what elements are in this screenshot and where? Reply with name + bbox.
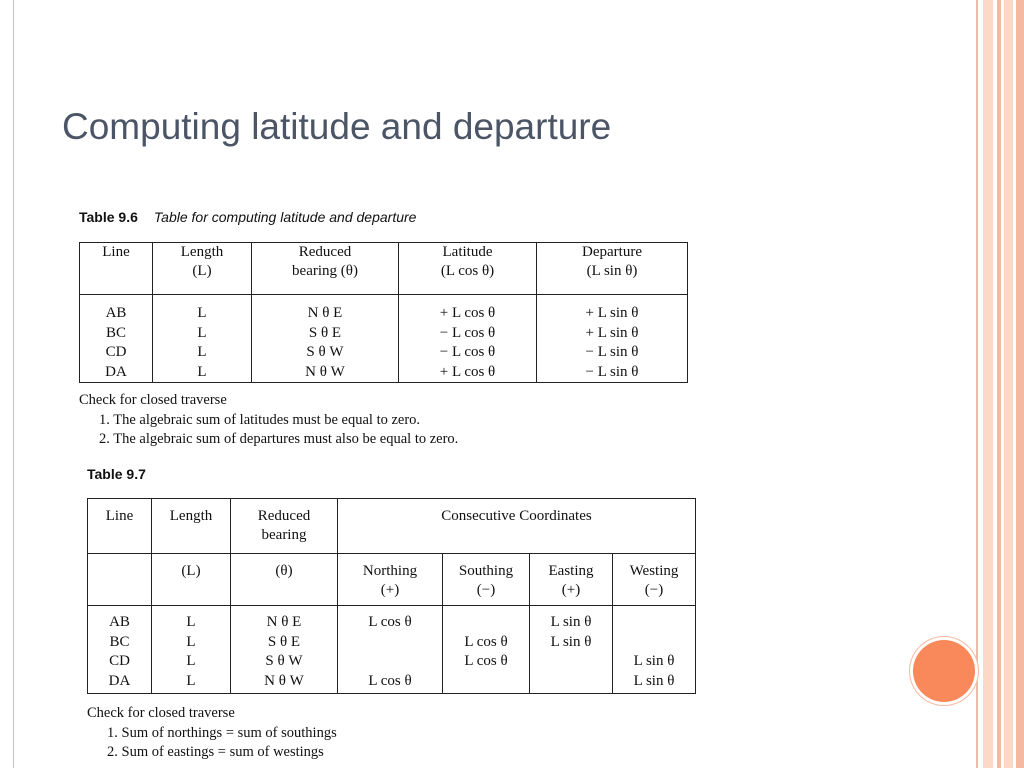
table2-check-1: 1. Sum of northings = sum of southings	[107, 724, 337, 741]
table2-header-line: Line	[88, 499, 152, 554]
table1-caption-text: Table for computing latitude and departure	[153, 209, 417, 225]
table2-header-easting: Easting (+)	[530, 554, 613, 606]
table2-header-length-sym: (L)	[152, 554, 231, 606]
table1-caption	[79, 209, 416, 225]
table1-header-latitude: Latitude (L cos θ)	[399, 243, 537, 295]
table1-col-bearing: N θ E S θ E S θ W N θ W	[252, 295, 399, 383]
table-latitude-departure	[79, 242, 688, 383]
table1-col-departure: + L sin θ + L sin θ − L sin θ − L sin θ	[537, 295, 688, 383]
left-border	[0, 0, 14, 768]
table2-col-northing: L cos θ L cos θ	[338, 606, 443, 694]
table2-header-row-2	[88, 554, 696, 606]
table2-col-easting: L sin θ L sin θ	[530, 606, 613, 694]
table1-label: Table 9.6	[79, 209, 138, 225]
table1-header-bearing: Reduced bearing (θ)	[252, 243, 399, 295]
accent-circle	[913, 640, 975, 702]
table2-col-line: AB BC CD DA	[88, 606, 152, 694]
table2-check-notes	[87, 704, 337, 763]
table2-col-length: L L L L	[152, 606, 231, 694]
table1-body-row	[80, 295, 688, 383]
table1-header-departure: Departure (L sin θ)	[537, 243, 688, 295]
table2-caption	[87, 466, 162, 482]
table2-header-westing: Westing (−)	[613, 554, 696, 606]
table1-col-line: AB BC CD DA	[80, 295, 153, 383]
table2-header-bearing: Reduced bearing	[231, 499, 338, 554]
table1-check-2: 2. The algebraic sum of departures must also be equal to zero.	[99, 431, 459, 447]
table2-check-2: 2. Sum of eastings = sum of westings	[107, 744, 324, 760]
table1-col-length: L L L L	[153, 295, 252, 383]
right-decorative-stripes	[976, 0, 1024, 768]
table-consecutive-coordinates	[87, 498, 696, 694]
slide-title: Computing latitude and departure	[62, 106, 612, 147]
table2-col-southing: L cos θ L cos θ	[443, 606, 530, 694]
table2-header-line-empty	[88, 554, 152, 606]
table2-col-westing: L sin θ L sin θ	[613, 606, 696, 694]
table2-header-row-1	[88, 499, 696, 554]
table1-header-row	[80, 243, 688, 295]
table2-header-southing: Southing (−)	[443, 554, 530, 606]
table1-header-line: Line	[80, 243, 153, 295]
table1-check-1: 1. The algebraic sum of latitudes must be equal to zero.	[99, 411, 421, 428]
table2-check-title: Check for closed traverse	[87, 705, 235, 721]
table2-header-northing: Northing (+)	[338, 554, 443, 606]
table2-body-row	[88, 606, 696, 694]
table2-header-length: Length	[152, 499, 231, 554]
table1-check-notes	[79, 391, 458, 450]
table1-header-length: Length (L)	[153, 243, 252, 295]
table2-label: Table 9.7	[87, 466, 146, 482]
table1-check-title: Check for closed traverse	[79, 392, 227, 408]
table2-header-consecutive: Consecutive Coordinates	[338, 499, 696, 554]
table2-col-bearing: N θ E S θ E S θ W N θ W	[231, 606, 338, 694]
table1-col-latitude: + L cos θ − L cos θ − L cos θ + L cos θ	[399, 295, 537, 383]
table2-header-bearing-sym: (θ)	[231, 554, 338, 606]
